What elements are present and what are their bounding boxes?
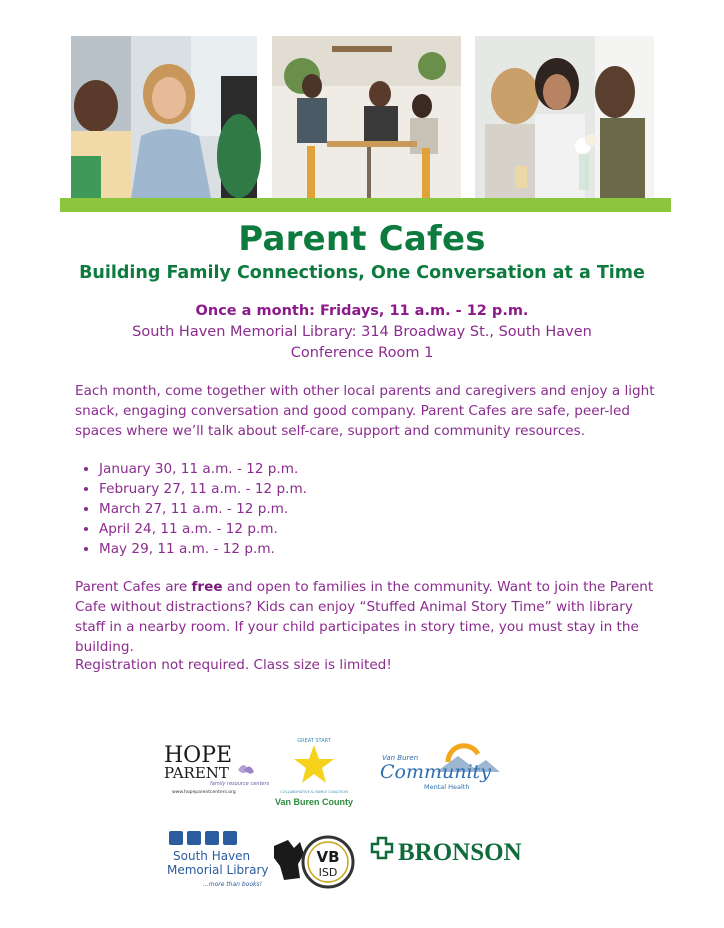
free-text-bold: free	[191, 579, 223, 595]
great-start-logo	[268, 733, 360, 809]
vbcmh-logo	[378, 742, 502, 794]
library-line2: Memorial Library	[167, 863, 269, 877]
library-line1: South Haven	[173, 849, 251, 863]
hope-text: HOPE	[164, 743, 233, 768]
sun-icon	[448, 746, 478, 762]
free-text-after: and open to families in the community. Want to join the Parent Cafe without distractions? Kids can enjoy “Stuffed Animal Story Time” with library staff in a nearby room. If your child participates in story time, you must stay in the building.	[75, 579, 654, 655]
date-item: • May 29, 11 a.m. - 12 p.m.	[99, 539, 307, 559]
computer-icon	[187, 831, 201, 845]
hope-url: www.hopeparentcenters.org	[172, 790, 236, 795]
event-room: Conference Room 1	[290, 345, 434, 361]
library-tag: ...more than books!	[203, 881, 263, 888]
book-icon	[169, 831, 183, 845]
page-title: Parent Cafes	[238, 219, 486, 259]
star-icon	[294, 745, 334, 783]
great-start-ring-text: COLLABORATIVE & FAMILY COALITION	[280, 790, 348, 794]
date-item: • January 30, 11 a.m. - 12 p.m.	[99, 459, 307, 479]
great-start-arc-text: GREAT START	[297, 738, 331, 744]
bronson-cross-icon	[372, 838, 392, 858]
event-location: South Haven Memorial Library: 314 Broadway St., South Haven	[132, 324, 592, 340]
free-paragraph	[75, 577, 660, 657]
intro-paragraph: Each month, come together with other local parents and caregivers and enjoy a light snack, engaging conversation and good company. Parent Cafes are safe, peer-led spaces where we’ll talk about self-care, support and community resources.	[75, 383, 655, 439]
vbcmh-sub: Mental Health	[424, 783, 470, 791]
date-item: • April 24, 11 a.m. - 12 p.m.	[99, 519, 307, 539]
bronson-name: BRONSON	[398, 839, 522, 866]
vbcmh-small: Van Buren	[382, 754, 419, 762]
great-start-label: Van Buren County	[274, 797, 354, 807]
media-icon	[205, 831, 219, 845]
hope-parent-logo	[162, 740, 270, 798]
date-item: • March 27, 11 a.m. - 12 p.m.	[99, 499, 307, 519]
registration-note: Registration not required. Class size is limited!	[75, 657, 392, 673]
library-logo	[165, 829, 269, 893]
vbisd-logo	[270, 834, 356, 892]
accent-bar	[60, 198, 671, 212]
hope-tagline: family resource centers	[210, 781, 270, 787]
wifi-icon	[223, 831, 237, 845]
free-text-before: Parent Cafes are	[75, 579, 192, 595]
vbcmh-big: Community	[380, 761, 491, 783]
photo-women-laughing	[475, 36, 654, 198]
event-schedule: Once a month: Fridays, 11 a.m. - 12 p.m.	[195, 303, 529, 319]
bronson-logo	[370, 836, 522, 866]
vbisd-top: VB	[316, 848, 340, 866]
date-item: • February 27, 11 a.m. - 12 p.m.	[99, 479, 307, 499]
michigan-icon	[274, 840, 304, 880]
parent-text: PARENT	[164, 764, 229, 782]
photo-cafe-group	[272, 36, 461, 198]
page-subtitle: Building Family Connections, One Conversation at a Time	[79, 263, 645, 283]
vbisd-bottom: ISD	[318, 866, 338, 879]
photo-women-chatting	[71, 36, 257, 198]
dates-list	[75, 459, 307, 559]
